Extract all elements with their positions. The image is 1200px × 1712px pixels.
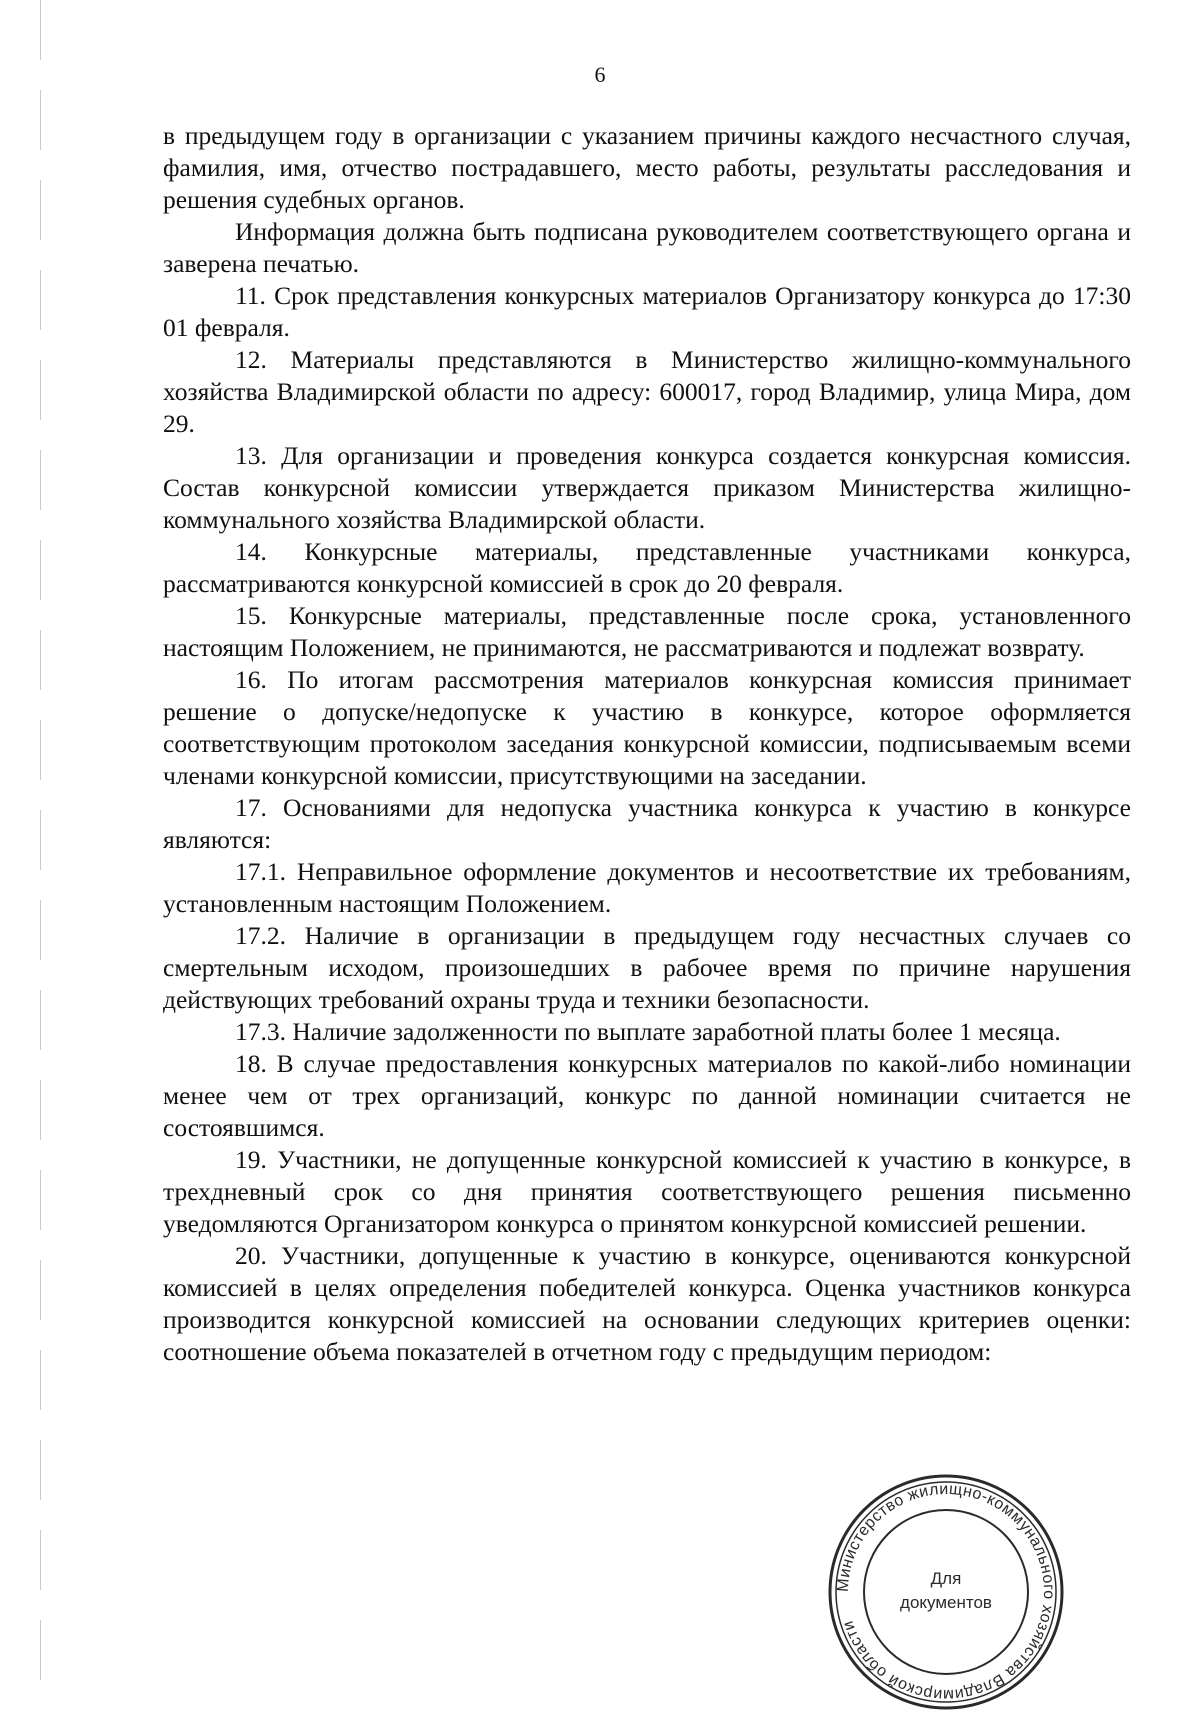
paragraph-17-3: 17.3. Наличие задолженности по выплате заработной платы более 1 месяца. xyxy=(235,1017,1061,1046)
paragraph-17: 17. Основаниями для недопуска участника конкурса к участию в конкурсе являются: xyxy=(163,793,1131,854)
paragraph-19: 19. Участники, не допущенные конкурсной комиссией к участию в конкурсе, в трехдневный срок со дня принятия соответствующего решения письменно уведомляются Организатором конкурса о принятом конкурсной комиссией решении. xyxy=(163,1145,1131,1238)
paragraph-13: 13. Для организации и проведения конкурса создается конкурсная комиссия. Состав конкурсной комиссии утверждается приказом Министерства жилищно-коммунального хозяйства Владимирской области. xyxy=(163,441,1131,534)
paragraph-info-signature: Информация должна быть подписана руководителем соответствующего органа и заверена печатью. xyxy=(163,217,1131,278)
document-body xyxy=(163,120,1131,1368)
stamp-ring-text: Министерство жилищно-коммунального хозяйства Владимирской области xyxy=(834,1480,1058,1704)
paragraph-15: 15. Конкурсные материалы, представленные после срока, установленного настоящим Положением, не принимаются, не рассматриваются и подлежат возврату. xyxy=(163,601,1131,662)
paragraph-11: 11. Срок представления конкурсных материалов Организатору конкурса до 17:30 01 февраля. xyxy=(163,281,1131,342)
paragraph-12: 12. Материалы представляются в Министерство жилищно-коммунального хозяйства Владимирской области по адресу: 600017, город Владимир, улица Мира, дом 29. xyxy=(163,345,1131,438)
stamp-center-line-2: документов xyxy=(900,1593,992,1612)
paragraph-16: 16. По итогам рассмотрения материалов конкурсная комиссия принимает решение о допуске/недопуске к участию в конкурсе, которое оформляется соответствующим протоколом заседания конкурсной комиссии, подписываемым всеми членами конкурсной комиссии, присутствующими на заседании. xyxy=(163,665,1131,790)
stamp-center-line-1: Для xyxy=(930,1569,962,1588)
paragraph-17-1: 17.1. Неправильное оформление документов и несоответствие их требованиям, установленным настоящим Положением. xyxy=(163,857,1131,918)
paragraph-18: 18. В случае предоставления конкурсных материалов по какой-либо номинации менее чем от трех организаций, конкурс по данной номинации считается не состоявшимся. xyxy=(163,1049,1131,1142)
paragraph-20: 20. Участники, допущенные к участию в конкурсе, оцениваются конкурсной комиссией в целях определения победителей конкурса. Оценка участников конкурса производится конкурсной комиссией на основании следующих критериев оценки: соотношение объема показателей в отчетном году с предыдущим периодом: xyxy=(163,1241,1131,1366)
page-number: 6 xyxy=(594,62,606,87)
official-stamp xyxy=(826,1472,1066,1712)
left-margin-line xyxy=(40,0,41,1710)
paragraph-intro: в предыдущем году в организации с указанием причины каждого несчастного случая, фамилия, имя, отчество пострадавшего, место работы, результаты расследования и решения судебных органов. xyxy=(163,121,1131,214)
paragraph-14: 14. Конкурсные материалы, представленные участниками конкурса, рассматриваются конкурсной комиссией в срок до 20 февраля. xyxy=(163,537,1131,598)
stamp-inner-ring xyxy=(864,1510,1028,1674)
paragraph-17-2: 17.2. Наличие в организации в предыдущем году несчастных случаев со смертельным исходом, произошедших в рабочее время по причине нарушения действующих требований охраны труда и техники безопасности. xyxy=(163,921,1131,1014)
